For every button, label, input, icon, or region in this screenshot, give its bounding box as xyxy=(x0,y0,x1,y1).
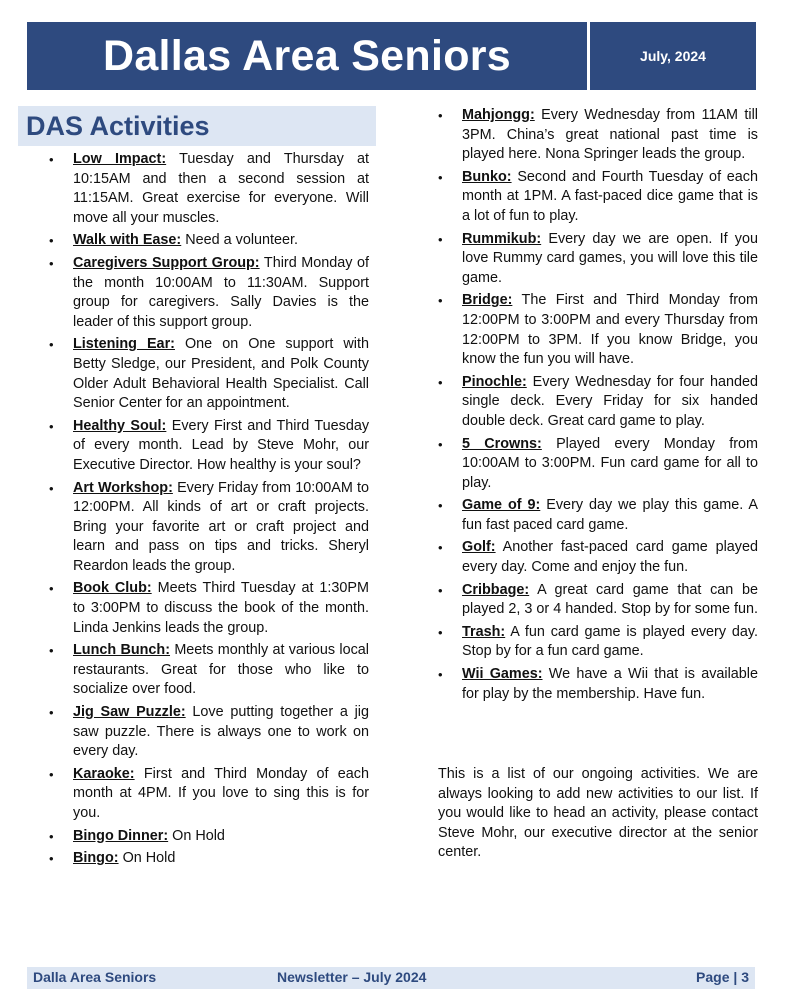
right-activity-list xyxy=(438,106,758,707)
activity-name: Jig Saw Puzzle: xyxy=(73,704,186,721)
activity-item xyxy=(438,291,758,369)
activity-description: A great card game that can be played 2, 3 or 4 handed. Stop by for some fun. xyxy=(462,581,758,618)
bullet-icon: • xyxy=(49,480,54,496)
closing-paragraph: This is a list of our ongoing activities. We are always looking to add new activities to our list. If you would like to head an activity, please contact Steve Mohr, our executive director at the senior center. xyxy=(438,766,758,861)
issue-date: July, 2024 xyxy=(640,48,706,64)
activity-name: Bingo Dinner: xyxy=(73,827,169,844)
activity-name: Walk with Ease: xyxy=(73,232,182,249)
activity-item xyxy=(438,496,758,535)
bullet-icon: • xyxy=(438,108,443,123)
activity-description: First and Third Monday of each month at 4PM. If you love to sing this is for you. xyxy=(73,765,369,821)
activity-name: Rummikub: xyxy=(462,230,542,247)
activity-item xyxy=(49,335,369,413)
activity-name: Caregivers Support Group: xyxy=(73,254,260,271)
bullet-icon: • xyxy=(49,581,54,597)
activity-description: Need a volunteer. xyxy=(185,232,299,249)
activity-description: We have a Wii that is available for play by the membership. Have fun. xyxy=(462,666,759,702)
bullet-icon: • xyxy=(438,582,443,598)
bullet-icon: • xyxy=(49,705,54,721)
activity-name: Listening Ear: xyxy=(73,336,175,353)
activity-description: Tuesday and Thursday at 10:15AM and then a second session at 11:15AM. Great exercise for everyone. Will move all your muscles. xyxy=(73,151,369,226)
bullet-icon: • xyxy=(49,766,54,782)
activity-item xyxy=(438,230,758,289)
bullet-icon: • xyxy=(49,337,54,353)
activity-name: Book Club: xyxy=(73,580,152,597)
activity-item xyxy=(438,435,758,494)
footer-newsletter-label: Newsletter – July 2024 xyxy=(277,969,427,985)
activity-item xyxy=(49,417,369,476)
section-heading-box xyxy=(18,106,376,146)
activity-name: Karaoke: xyxy=(73,765,135,782)
activity-name: Bunko: xyxy=(462,168,512,185)
bullet-icon: • xyxy=(438,667,443,683)
newsletter-title: Dallas Area Seniors xyxy=(102,31,512,80)
activity-name: Mahjongg: xyxy=(462,107,535,123)
activity-item xyxy=(49,231,369,251)
activity-description: A fun card game is played every day. Stop by for a fun card game. xyxy=(462,623,758,660)
activity-name: Lunch Bunch: xyxy=(73,642,171,659)
activity-description: Another fast-paced card game played every day. Come and enjoy the fun. xyxy=(462,539,758,576)
bullet-icon: • xyxy=(438,293,443,309)
activity-description: Every day we are open. If you love Rummy card games, you will love this tile game. xyxy=(462,230,759,286)
activity-name: 5 Crowns: xyxy=(462,435,542,452)
activity-description: Every Wednesday from 11AM till 3PM. China’s great national past time is played here. Nona Springer leads the group. xyxy=(462,107,759,163)
activity-description: Every Friday from 10:00AM to 12:00PM. All kinds of art or craft projects. Bring your favorite art or craft project and learn and pass on tips and tricks. Sheryl Reardon leads the group. xyxy=(73,479,370,574)
activity-description: Every First and Third Tuesday of every month. Lead by Steve Mohr, our Executive Director. How healthy is your soul? xyxy=(73,417,370,473)
bullet-icon: • xyxy=(438,169,443,185)
activity-item xyxy=(438,623,758,662)
header-title-box xyxy=(27,22,587,90)
activity-name: Art Workshop: xyxy=(73,479,173,496)
activity-item xyxy=(438,538,758,577)
activity-description: Third Monday of the month 10:00AM to 11:30AM. Support group for caregivers. Sally Davies is the leader of this support group. xyxy=(73,254,369,330)
activity-item xyxy=(49,849,369,869)
footer-org-name: Dalla Area Seniors xyxy=(33,969,157,985)
header-date-box xyxy=(590,22,756,90)
activity-name: Cribbage: xyxy=(462,581,530,598)
activity-name: Bingo: xyxy=(73,850,119,867)
left-activity-list xyxy=(49,150,369,872)
activity-name: Pinochle: xyxy=(462,373,527,390)
activity-description: On Hold xyxy=(122,850,176,867)
bullet-icon: • xyxy=(438,540,443,556)
bullet-icon: • xyxy=(49,828,54,844)
activity-name: Game of 9: xyxy=(462,497,541,514)
activity-item xyxy=(49,579,369,638)
bullet-icon: • xyxy=(49,255,54,271)
activity-name: Low Impact: xyxy=(73,151,167,167)
bullet-icon: • xyxy=(49,851,54,867)
bullet-icon: • xyxy=(49,418,54,434)
activity-item xyxy=(49,827,369,847)
activity-description: One on One support with Betty Sledge, our President, and Polk County Older Adult Behavioral Health Specialist. Call Senior Center for an appointment. xyxy=(73,336,370,412)
activity-name: Healthy Soul: xyxy=(73,417,167,434)
bullet-icon: • xyxy=(49,643,54,659)
activity-name: Golf: xyxy=(462,539,496,556)
activity-description: Second and Fourth Tuesday of each month at 1PM. A fast-paced dice game that is a lot of fun to play. xyxy=(462,168,759,224)
activity-item xyxy=(438,665,758,704)
activity-description: Meets monthly at various local restaurants. Great for those who like to socialize over food. xyxy=(73,642,370,698)
activity-description: On Hold xyxy=(172,827,225,844)
footer-page-number: Page | 3 xyxy=(696,969,749,985)
activity-description: The First and Third Monday from 12:00PM to 3:00PM and every Thursday from 12:00PM to 3PM. If you know Bridge, you know the fun you will have. xyxy=(462,292,758,368)
section-title: DAS Activities xyxy=(26,111,210,141)
bullet-icon: • xyxy=(438,374,443,390)
bullet-icon: • xyxy=(438,231,443,247)
page-footer xyxy=(27,967,755,989)
activity-item xyxy=(49,479,369,577)
activity-item xyxy=(49,150,369,228)
activity-item xyxy=(49,703,369,762)
bullet-icon: • xyxy=(49,152,54,167)
activity-item xyxy=(438,581,758,620)
bullet-icon: • xyxy=(438,498,443,514)
activity-item xyxy=(438,106,758,165)
activity-item xyxy=(438,373,758,432)
activity-name: Bridge: xyxy=(462,292,513,309)
activity-description: Every Wednesday for four handed single deck. Every Friday for six handed double deck. Great card game to play. xyxy=(462,373,759,429)
activity-description: Meets Third Tuesday at 1:30PM to 3:00PM to discuss the book of the month. Linda Jenkins leads the group. xyxy=(73,580,370,636)
activity-item xyxy=(49,254,369,332)
activity-description: Love putting together a jig saw puzzle. There is always one to work on every day. xyxy=(73,704,369,760)
activity-item xyxy=(49,641,369,700)
activity-description: Every day we play this game. A fun fast paced card game. xyxy=(462,497,759,533)
activity-name: Trash: xyxy=(462,623,506,640)
activity-item xyxy=(438,168,758,227)
bullet-icon: • xyxy=(438,624,443,640)
bullet-icon: • xyxy=(438,436,443,452)
activity-description: Played every Monday from 10:00AM to 3:00PM. Fun card game for all to play. xyxy=(462,435,758,491)
activity-name: Wii Games: xyxy=(462,666,543,683)
activity-item xyxy=(49,765,369,824)
bullet-icon: • xyxy=(49,233,54,249)
